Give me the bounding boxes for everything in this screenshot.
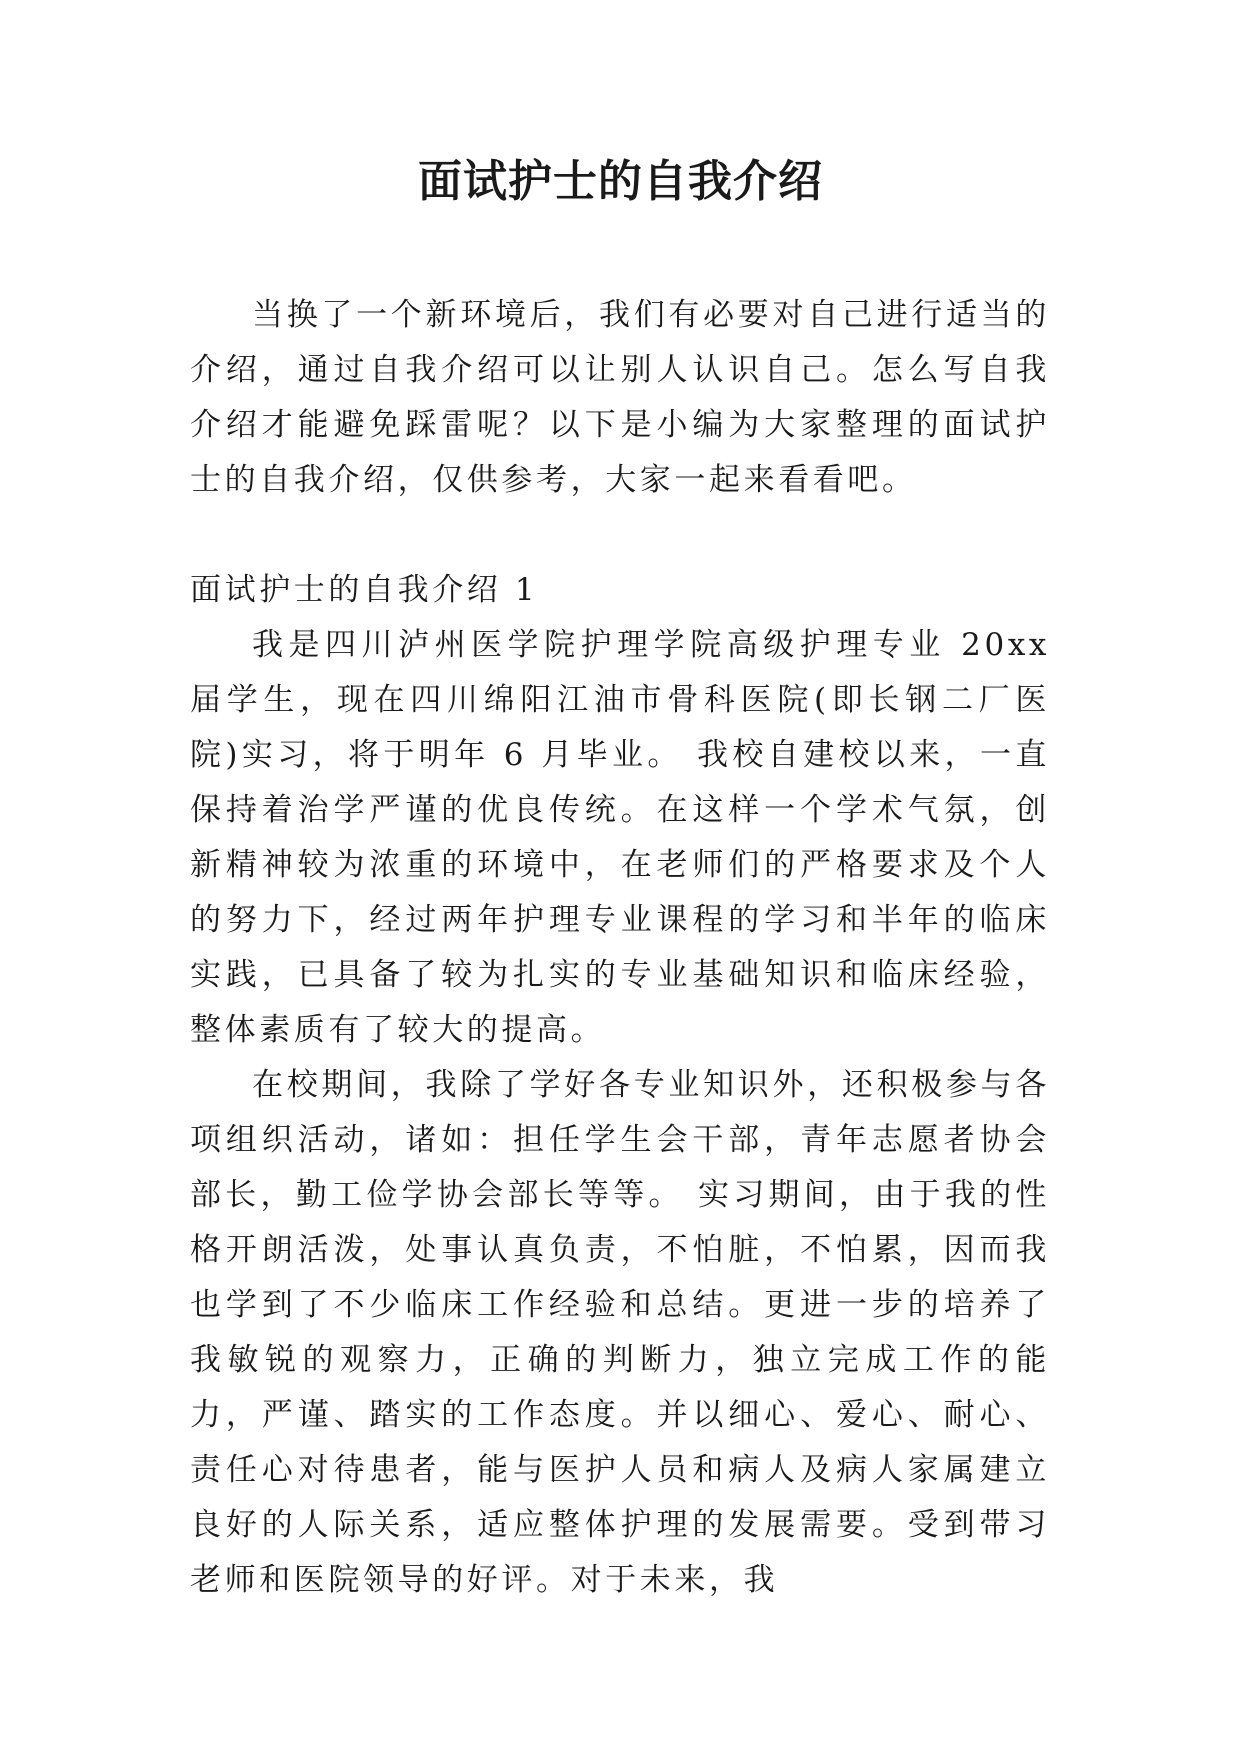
body-paragraph-2: 在校期间，我除了学好各专业知识外，还积极参与各项组织活动，诸如：担任学生会干部，青年志愿者协会部长，勤工俭学协会部长等等。 实习期间，由于我的性格开朗活泼，处事认真负责，不怕脏，不怕累，因而我也学到了不少临床工作经验和总结。更进一步的培养了我敏锐的观察力，正确的判断力，独立完成工作的能力，严谨、踏实的工作态度。并以细心、爱心、耐心、责任心对待患者，能与医护人员和病人及病人家属建立良好的人际关系，适应整体护理的发展需要。受到带习老师和医院领导的好评。对于未来，我 [190,1067,1050,1598]
intro-paragraph: 当换了一个新环境后，我们有必要对自己进行适当的介绍，通过自我介绍可以让别人认识自己。怎么写自我介绍才能避免踩雷呢？以下是小编为大家整理的面试护士的自我介绍，仅供参考，大家一起来看看吧。 [190,297,1050,498]
section-heading: 面试护士的自我介绍 1 [190,572,539,608]
document-title: 面试护士的自我介绍 [418,156,823,207]
document-body [190,288,1050,1608]
body-paragraph-1: 我是四川泸州医学院护理学院高级护理专业 20xx 届学生，现在四川绵阳江油市骨科医院(即长钢二厂医院)实习，将于明年 6 月毕业。 我校自建校以来，一直保持着治学严谨的优良传统。在这样一个学术气氛，创新精神较为浓重的环境中，在老师们的严格要求及个人的努力下，经过两年护理专业课程的学习和半年的临床实践，已具备了较为扎实的专业基础知识和临床经验，整体素质有了较大的提高。 [190,627,1050,1048]
